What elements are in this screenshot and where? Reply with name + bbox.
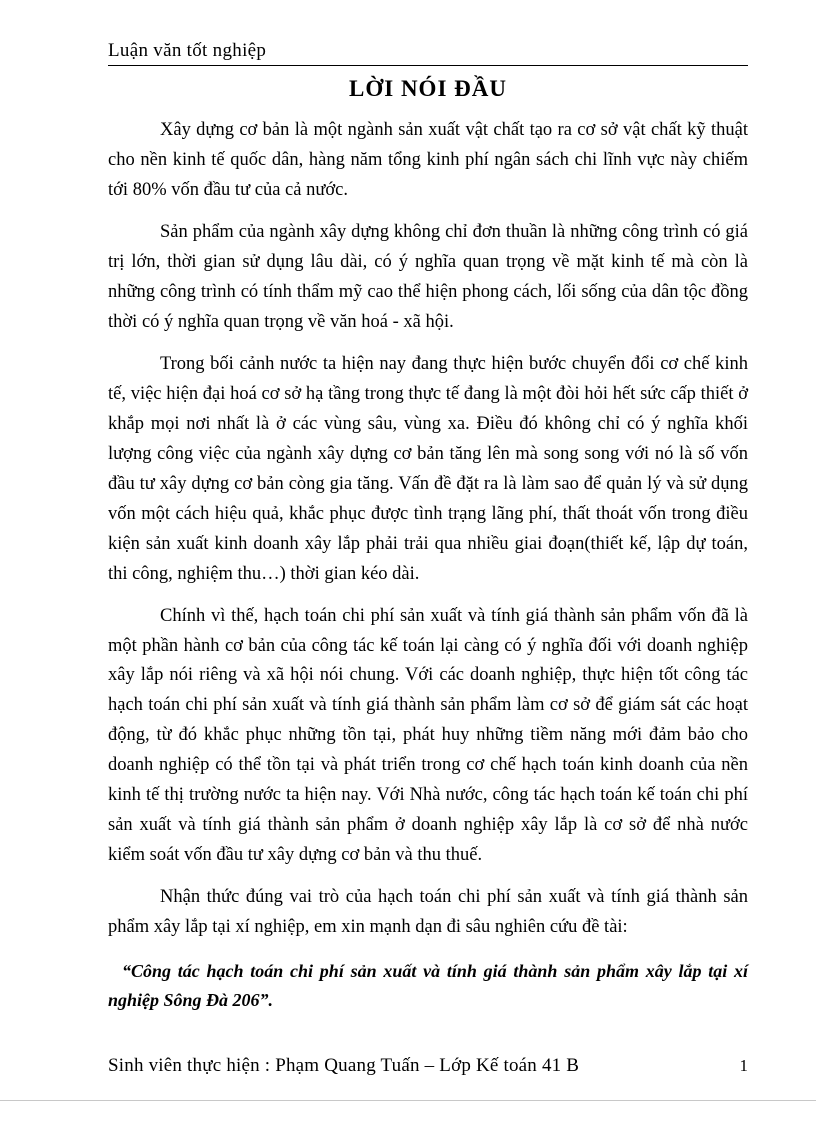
header-divider [108, 65, 748, 66]
paragraph-4: Chính vì thế, hạch toán chi phí sản xuất và tính giá thành sản phẩm vốn đã là một phần hành cơ bản của công tác kế toán lại càng có ý nghĩa đối với doanh nghiệp xây lắp nói riêng và xã hội nói chung. Với các doanh nghiệp, thực hiện tốt công tác hạch toán chi phí sản xuất và tính giá thành sản phẩm làm cơ sở để giám sát các hoạt động, từ đó khắc phục những tồn tại, phát huy những tiềm năng mới đảm bảo cho doanh nghiệp có thể tồn tại và phát triển trong cơ chế hạch toán kinh doanh của nền kinh tế thị trường nước ta hiện nay. Với Nhà nước, công tác hạch toán kế toán chi phí sản xuất và tính giá thành sản phẩm ở doanh nghiệp xây lắp là cơ sở để nhà nước kiểm soát vốn đầu tư xây dựng cơ bản và thu thuế. [108, 605, 748, 866]
document-body [108, 40, 748, 1016]
paragraph-2: Sản phẩm của ngành xây dựng không chỉ đơn thuần là những công trình có giá trị lớn, thời gian sử dụng lâu dài, có ý nghĩa quan trọng về mặt kinh tế mà còn là những công trình có tính thẩm mỹ cao thể hiện phong cách, lối sống của dân tộc đồng thời có ý nghĩa quan trọng về văn hoá - xã hội. [108, 221, 748, 332]
footer-author: Sinh viên thực hiện : Phạm Quang Tuấn – Lớp Kế toán 41 B [108, 1055, 580, 1076]
paragraph-5: Nhận thức đúng vai trò của hạch toán chi phí sản xuất và tính giá thành sản phẩm xây lắp tại xí nghiệp, em xin mạnh dạn đi sâu nghiên cứu đề tài: [108, 887, 748, 938]
running-header: Luận văn tốt nghiệp [108, 40, 267, 61]
page-number: 1 [739, 1056, 748, 1075]
bottom-divider [0, 1100, 816, 1101]
thesis-topic-quote: “Công tác hạch toán chi phí sản xuất và tính giá thành sản phẩm xây lắp tại xí nghiệp Sông Đà 206”. [108, 961, 748, 1011]
paragraph-3: Trong bối cảnh nước ta hiện nay đang thực hiện bước chuyển đổi cơ chế kinh tế, việc hiện đại hoá cơ sở hạ tầng trong thực tế đang là một đòi hỏi hết sức cấp thiết ở khắp mọi nơi nhất là ở các vùng sâu, vùng xa. Điều đó không chỉ có ý nghĩa khối lượng công việc của ngành xây dựng cơ bản tăng lên mà song song với nó là số vốn đầu tư xây dựng cơ bản còng gia tăng. Vấn đề đặt ra là làm sao để quản lý và sử dụng vốn một cách hiệu quả, khắc phục được tình trạng lãng phí, thất thoát vốn trong điều kiện sản xuất kinh doanh xây lắp phải trải qua nhiều giai đoạn(thiết kế, lập dự toán, thi công, nghiệm thu…) thời gian kéo dài. [108, 353, 748, 584]
page-footer [108, 1055, 748, 1077]
paragraph-1: Xây dựng cơ bản là một ngành sản xuất vật chất tạo ra cơ sở vật chất kỹ thuật cho nền kinh tế quốc dân, hàng năm tổng kinh phí ngân sách chi lĩnh vực này chiếm tới 80% vốn đầu tư của cả nước. [108, 120, 748, 200]
page-title: LỜI NÓI ĐẦU [349, 76, 507, 101]
